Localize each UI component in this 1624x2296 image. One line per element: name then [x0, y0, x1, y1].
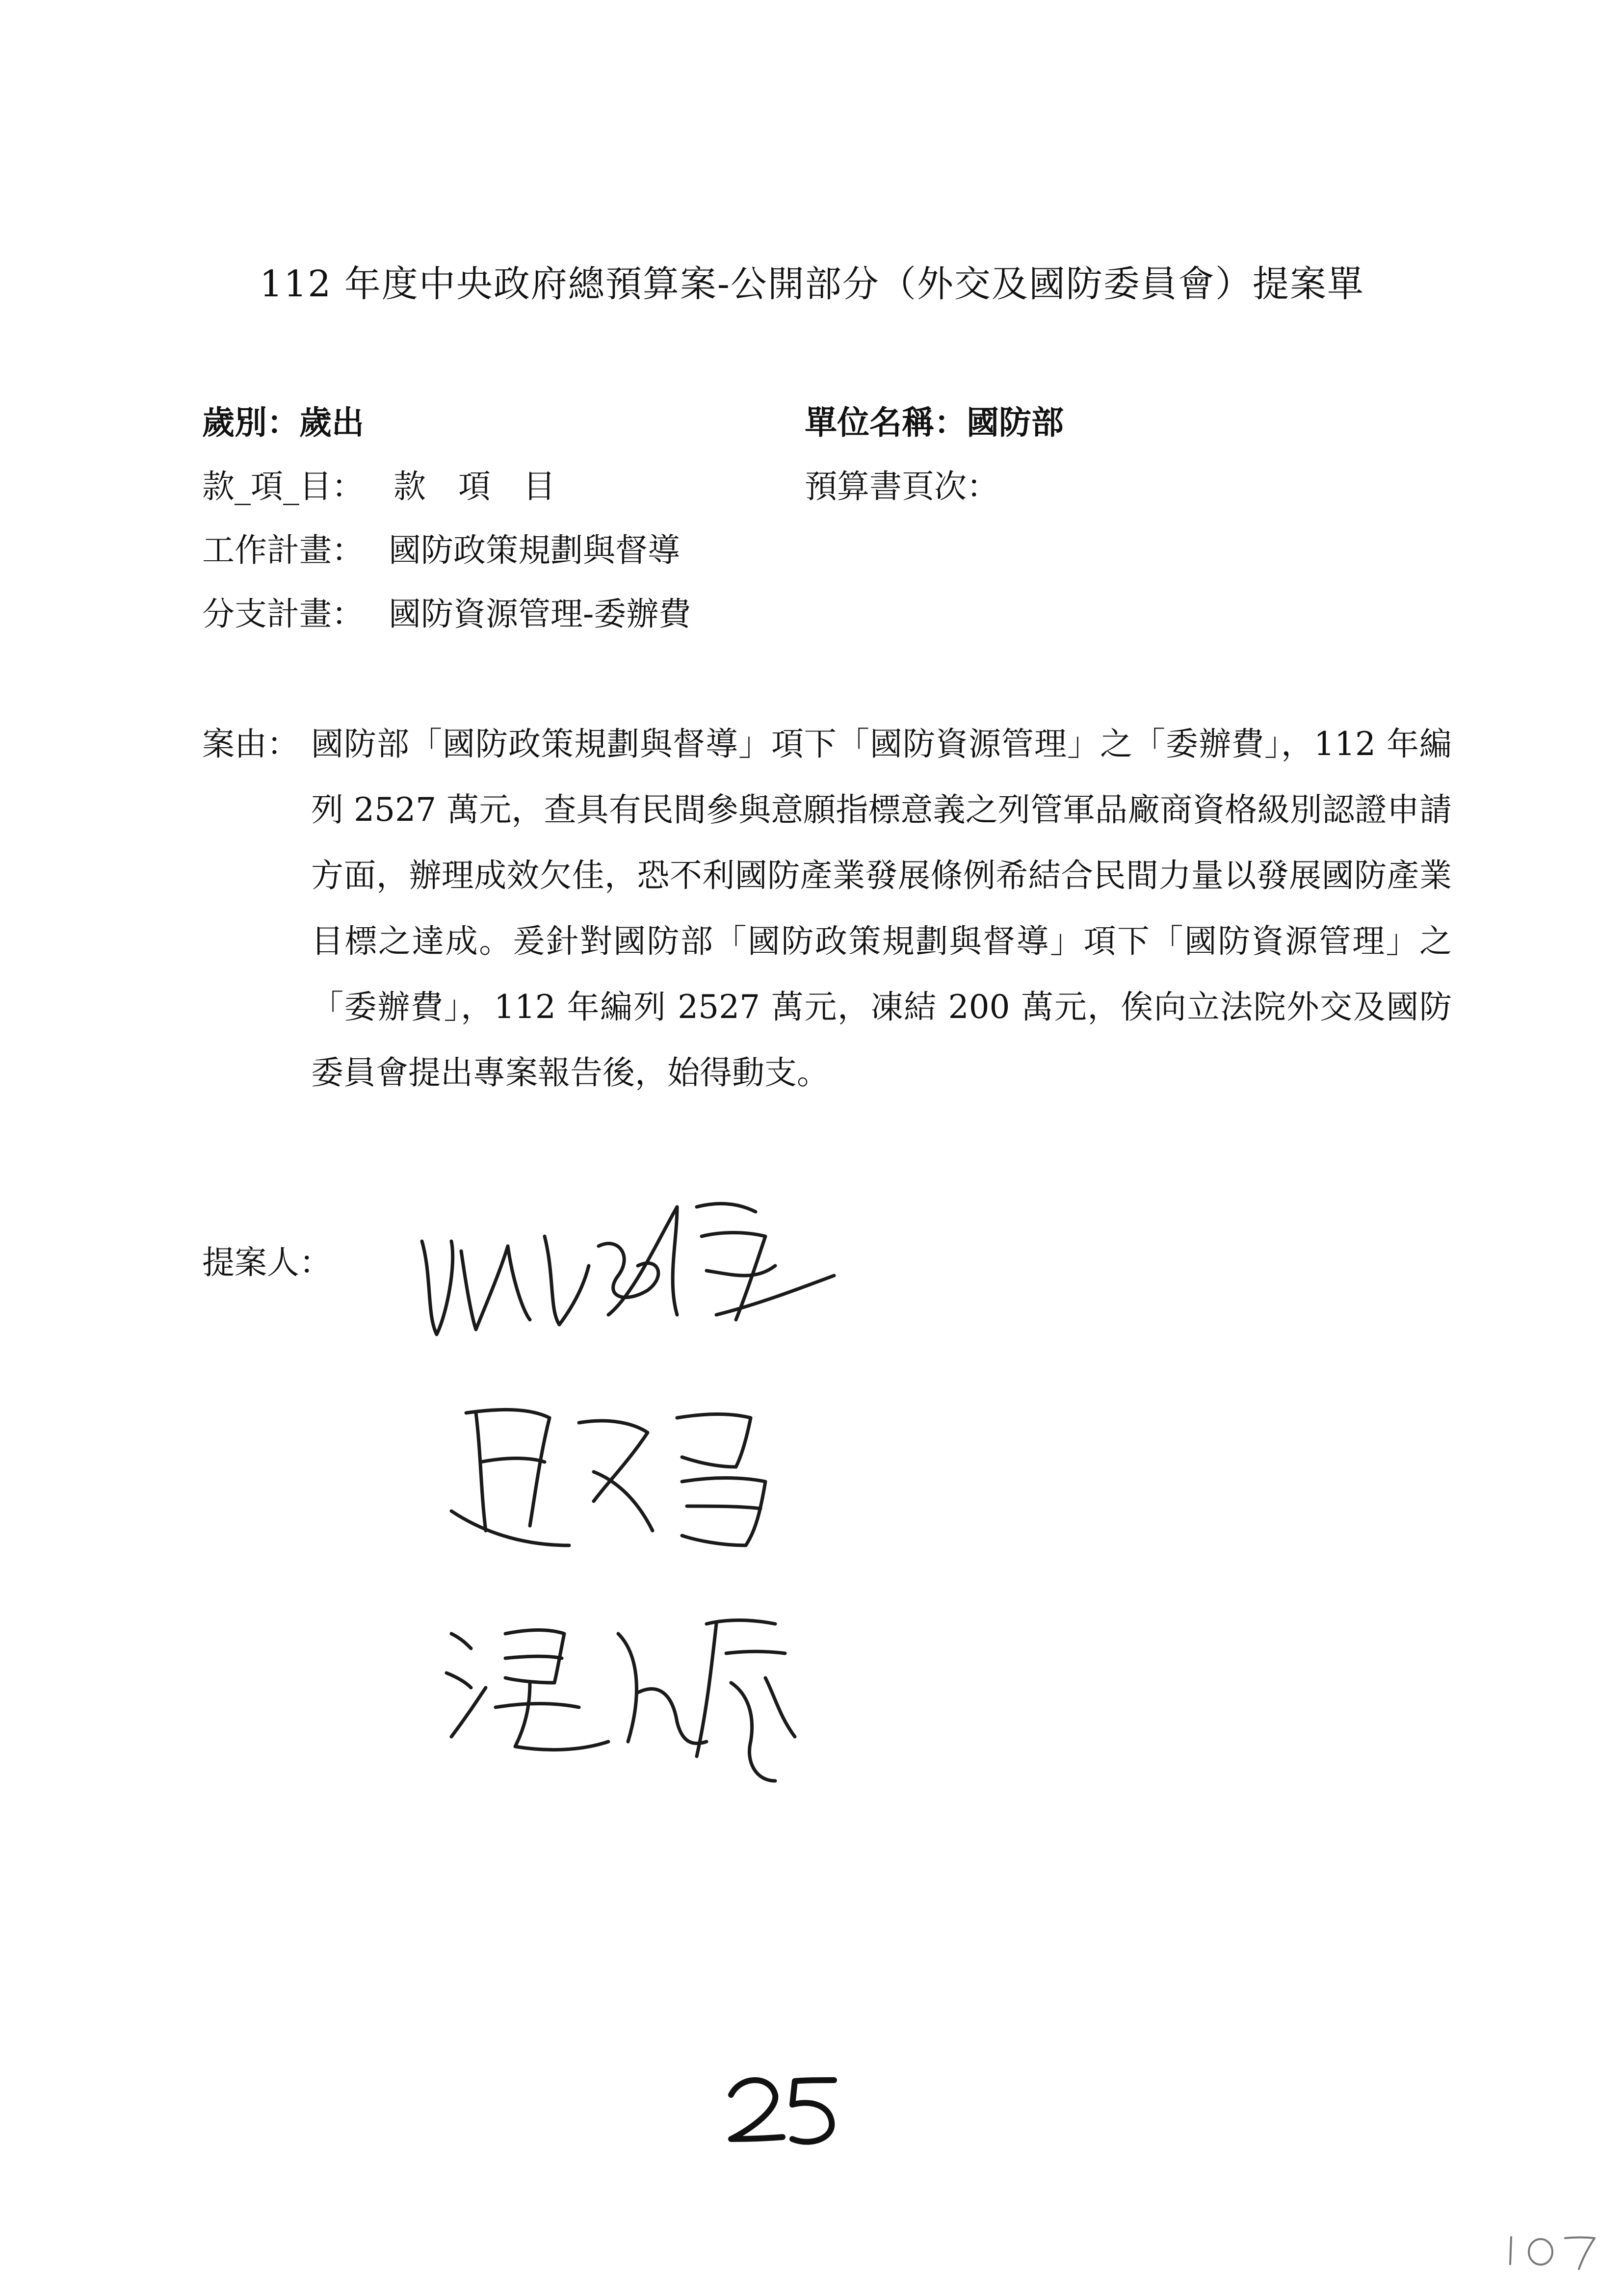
unit-field: [805, 396, 1064, 443]
kuan-label: 款_項_目：: [202, 468, 364, 505]
kuan-value: 款 項 目: [393, 468, 555, 505]
sub-plan-label: 分支計畫：: [202, 595, 364, 633]
page-ref-field: [805, 460, 999, 507]
corner-number-text: 107: [1550, 2270, 1551, 2271]
work-plan-label: 工作計畫：: [202, 531, 364, 569]
sub-plan-value: 國防資源管理-委辦費: [389, 595, 691, 633]
handwritten-signature-2: [432, 1383, 785, 1580]
work-plan-value: 國防政策規劃與督導: [389, 531, 680, 569]
sui-field: [202, 396, 364, 443]
handwritten-signature-1: [402, 1168, 844, 1374]
sui-value: 歲出: [299, 403, 364, 442]
reason-label: 案由：: [202, 725, 299, 763]
page-ref-label: 預算書頁次：: [805, 468, 999, 505]
sui-label: 歲別：: [202, 403, 299, 442]
handwritten-page-number: [721, 2065, 839, 2154]
handwritten-signature-3: [432, 1594, 805, 1800]
document-title: 112 年度中央政府總預算案-公開部分（外交及國防委員會）提案單: [260, 263, 1364, 305]
unit-value: 國防部: [967, 403, 1064, 442]
unit-label: 單位名稱：: [805, 403, 967, 442]
sub-plan-field: [202, 588, 691, 634]
work-plan-field: [202, 524, 680, 571]
proposer-label: 提案人：: [202, 1244, 332, 1281]
reason-text: 國防部「國防政策規劃與督導」項下「國防資源管理」之「委辦費」，112 年編列 2527 萬元，查具有民間參與意願指標意義之列管軍品廠商資格級別認證申請方面，辦理成效欠佳，恐不利國防產業發展條例希結合民間力量以發展國防產業目標之達成。爰針對國防部「國防政策規劃與督導」項下「國防資源管理」之「委辦費」，112 年編列 2527 萬元，凍結 200 萬元，俟向立法院外交及國防委員會提出專案報告後，始得動支。: [311, 725, 1452, 1092]
kuan-field: [202, 460, 555, 507]
corner-pencil-number: [1501, 2227, 1599, 2271]
